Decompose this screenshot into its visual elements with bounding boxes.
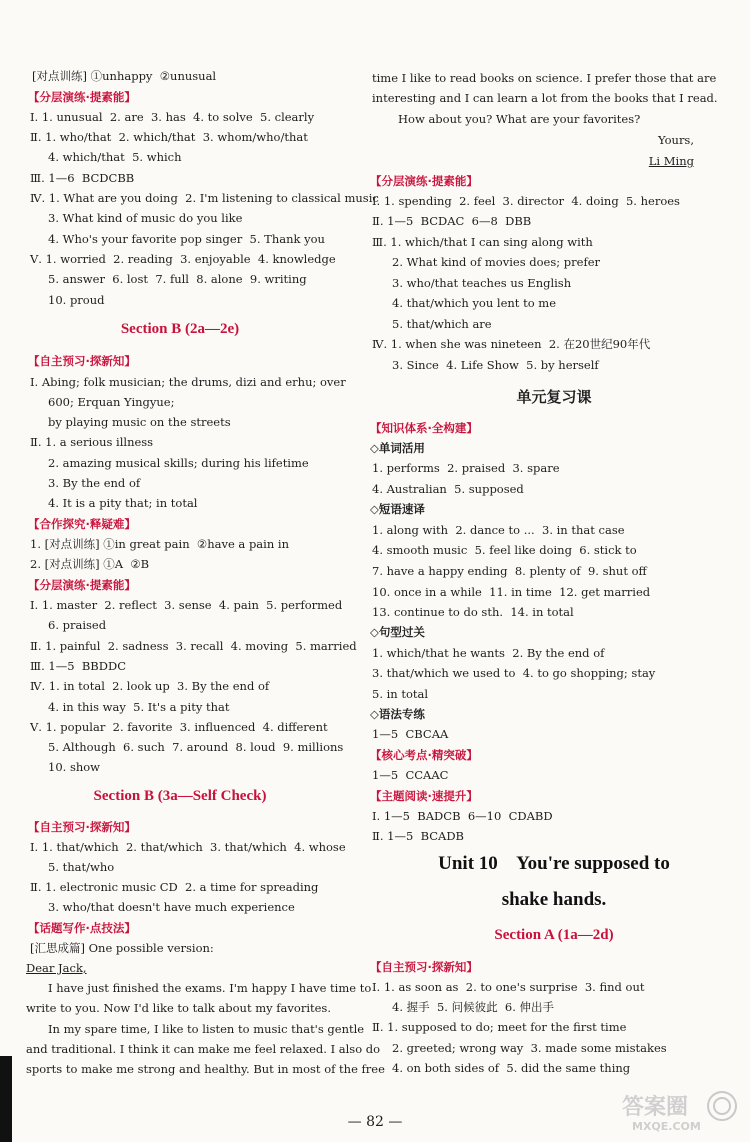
text-line: 13. continue to do sth. 14. in total — [372, 605, 574, 619]
text-line: 1. along with 2. dance to ... 3. in that case — [372, 523, 625, 537]
text-line: I have just finished the exams. I'm happy I have time to — [48, 981, 372, 995]
text-line: interesting and I can learn a lot from the books that I read. — [372, 91, 718, 105]
text-line: Ⅰ. Abing; folk musician; the drums, dizi and erhu; over — [30, 375, 346, 389]
text-line: Ⅱ. 1—5 BCADB — [372, 829, 465, 843]
text-line: 10. once in a while 11. in time 12. get married — [372, 585, 651, 599]
text-line: Ⅳ. 1. in total 2. look up 3. By the end of — [30, 679, 270, 693]
text-line: Ⅰ. 1. master 2. reflect 3. sense 4. pain 5. performed — [30, 598, 343, 612]
text-line: Yours, — [658, 133, 694, 147]
text-line: 1—5 CBCAA — [372, 727, 449, 741]
text-line: 4. smooth music 5. feel like doing 6. stick to — [372, 543, 637, 557]
subsection-label: ◇句型过关 — [370, 625, 425, 639]
text-line: 600; Erquan Yingyue; — [48, 395, 175, 409]
text-line: Ⅰ. 1. that/which 2. that/which 3. that/which 4. whose — [30, 840, 346, 854]
svg-text:MXQE.COM: MXQE.COM — [632, 1120, 701, 1133]
text-line: 3. Since 4. Life Show 5. by herself — [392, 358, 599, 372]
text-line: 4. in this way 5. It's a pity that — [48, 700, 230, 714]
subsection-label: ◇语法专练 — [370, 707, 425, 721]
text-line: Ⅱ. 1. supposed to do; meet for the first time — [372, 1020, 627, 1034]
unit-title: Unit 10 You're supposed to — [438, 853, 670, 874]
text-line: Ⅳ. 1. when she was nineteen 2. 在20世纪90年代 — [372, 337, 651, 351]
text-line: 10. proud — [48, 293, 105, 307]
text-line: 5. answer 6. lost 7. full 8. alone 9. writing — [48, 272, 307, 286]
section-label: 【核心考点·精突破】 — [370, 748, 478, 762]
text-line: Ⅰ. 1. spending 2. feel 3. director 4. doing 5. heroes — [372, 194, 680, 208]
text-line: 5. in total — [372, 687, 429, 701]
text-line: 3. who/that teaches us English — [392, 276, 572, 290]
text-line: Ⅴ. 1. popular 2. favorite 3. influenced 4. different — [30, 720, 328, 734]
text-line: 3. that/which we used to 4. to go shopping; stay — [372, 666, 656, 680]
text-line: Ⅱ. 1. painful 2. sadness 3. recall 4. moving 5. married — [30, 639, 357, 653]
text-line: 2. greeted; wrong way 3. made some mistakes — [392, 1041, 667, 1055]
text-line: Ⅳ. 1. What are you doing 2. I'm listening to classical music — [30, 191, 379, 205]
text-line: 10. show — [48, 760, 101, 774]
section-label: 【知识体系·全构建】 — [370, 421, 478, 435]
text-line: 4. on both sides of 5. did the same thing — [392, 1061, 631, 1075]
text-line: 2. amazing musical skills; during his lifetime — [48, 456, 309, 470]
text-line: 5. that/which are — [392, 317, 492, 331]
text-line: time I like to read books on science. I prefer those that are — [372, 71, 717, 85]
section-title: Section B (3a—Self Check) — [93, 788, 267, 804]
text-line: 1. [对点训练] ①in great pain ②have a pain in — [30, 537, 289, 551]
text-line: 1. performs 2. praised 3. spare — [372, 461, 560, 475]
text-line: 5. that/who — [48, 860, 115, 874]
svg-text:答案圈: 答案圈 — [622, 1095, 689, 1120]
section-title: Section B (2a—2e) — [120, 321, 240, 337]
text-line: 4. It is a pity that; in total — [48, 496, 198, 510]
text-line: How about you? What are your favorites? — [398, 112, 641, 126]
text-line: sports to make me strong and healthy. But in most of the free — [26, 1062, 385, 1076]
text-line: 4. Australian 5. supposed — [372, 482, 524, 496]
text-line: 2. What kind of movies does; prefer — [392, 255, 601, 269]
text-line: 1. which/that he wants 2. By the end of — [372, 646, 605, 660]
section-label: 【话题写作·点技法】 — [28, 921, 136, 935]
text-line: 3. who/that doesn't have much experience — [48, 900, 295, 914]
text-line: 6. praised — [48, 618, 107, 632]
section-label: 【主题阅读·速提升】 — [370, 789, 478, 803]
text-line: 2. [对点训练] ①A ②B — [30, 557, 150, 571]
text-line: 4. which/that 5. which — [48, 150, 182, 164]
page-number: — 82 — — [347, 1114, 403, 1130]
text-line: Ⅴ. 1. worried 2. reading 3. enjoyable 4. knowledge — [30, 252, 336, 266]
text-line: Ⅰ. 1. unusual 2. are 3. has 4. to solve 5. clearly — [30, 110, 315, 124]
text-line: and traditional. I think it can make me feel relaxed. I also do — [26, 1042, 381, 1056]
text-line: Ⅱ. 1. a serious illness — [30, 435, 154, 449]
section-label: 【分层演练·提素能】 — [28, 90, 136, 104]
text-line: Ⅱ. 1. electronic music CD 2. a time for spreading — [30, 880, 319, 894]
text-line: by playing music on the streets — [48, 415, 231, 429]
text-line: Ⅲ. 1—5 BBDDC — [30, 659, 126, 673]
text-line: Ⅰ. 1—5 BADCB 6—10 CDABD — [372, 809, 553, 823]
text-line: 1—5 CCAAC — [372, 768, 449, 782]
text-line: 4. 握手 5. 问候彼此 6. 伸出手 — [392, 1000, 555, 1014]
text-line: Ⅲ. 1. which/that I can sing along with — [372, 235, 593, 249]
review-title: 单元复习课 — [516, 388, 592, 406]
section-label: 【自主预习·探新知】 — [370, 960, 478, 974]
text-line: In my spare time, I like to listen to music that's gentle — [48, 1022, 365, 1036]
text-line: Ⅱ. 1—5 BCDAC 6—8 DBB — [372, 214, 532, 228]
text-line: Ⅲ. 1—6 BCDCBB — [30, 171, 135, 185]
text-line: 3. What kind of music do you like — [48, 211, 243, 225]
text-line: Ⅰ. 1. as soon as 2. to one's surprise 3. find out — [372, 980, 645, 994]
section-label: 【自主预习·探新知】 — [28, 354, 136, 368]
subsection-label: ◇单词活用 — [370, 441, 425, 455]
text-line: Ⅱ. 1. who/that 2. which/that 3. whom/who/that — [30, 130, 308, 144]
watermark-logo — [618, 1086, 744, 1134]
text-line: Dear Jack, — [26, 961, 87, 975]
text-line: 4. Who's your favorite pop singer 5. Thank you — [48, 232, 325, 246]
section-label: 【自主预习·探新知】 — [28, 820, 136, 834]
section-title: Section A (1a—2d) — [494, 927, 614, 943]
text-line: Li Ming — [648, 154, 694, 168]
subsection-label: ◇短语速译 — [370, 502, 425, 516]
text-line: 3. By the end of — [48, 476, 141, 490]
text-line: 5. Although 6. such 7. around 8. loud 9. millions — [48, 740, 344, 754]
unit-title: shake hands. — [501, 889, 607, 910]
section-label: 【分层演练·提素能】 — [28, 578, 136, 592]
text-line: [汇思成篇] One possible version: — [30, 941, 214, 955]
text-line: write to you. Now I'd like to talk about my favorites. — [26, 1001, 331, 1015]
section-label: 【合作探究·释疑难】 — [28, 517, 136, 531]
text-line: 4. that/which you lent to me — [392, 296, 556, 310]
text-line: 7. have a happy ending 8. plenty of 9. shut off — [372, 564, 647, 578]
section-label: 【分层演练·提素能】 — [370, 174, 478, 188]
text-line: [对点训练] ①unhappy ②unusual — [32, 69, 217, 83]
